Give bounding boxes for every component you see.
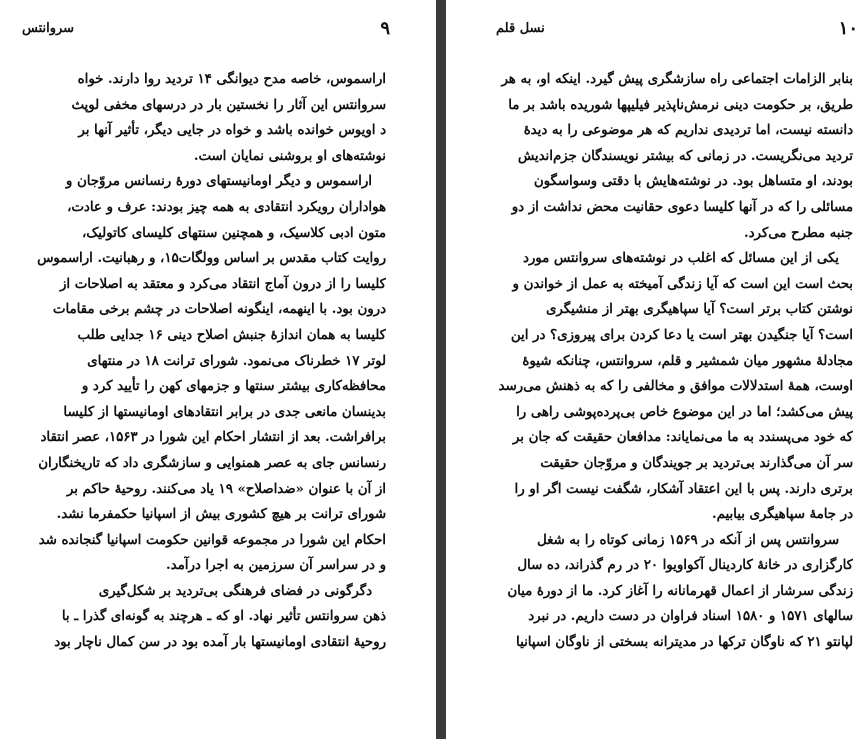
text-line: اوست، همهٔ استدلالات موافق و مخالفی را که به ذهنش می‌رسد	[498, 379, 853, 395]
text-line: د اویوس خوانده باشد و خواه در جایی دیگر، تأثیر آنها بر	[78, 123, 386, 139]
text-line: متون ادبی کلاسیک، و همچنین سنتهای کلیسای کاتولیک،	[81, 225, 386, 241]
text-line: کلیسا را از درون آماج انتقاد می‌کرد و معتقد به اصلاحات از	[59, 276, 386, 292]
text-line: هواداران رویکرد انتقادی به همه چیز بودند: عرف و عادت،	[67, 199, 386, 215]
text-line: از آن با عنوان «ضداصلاح» ۱۹ یاد می‌کنند. روحیهٔ حاکم بر	[66, 481, 386, 497]
text-line: سروانتس این آثار را نخستین بار در درسهای مخفی لوپث	[71, 97, 386, 113]
text-line: ذهن سروانتس تأثیر نهاد. او که ـ هرچند به گونه‌ای گذرا ـ با	[61, 609, 386, 625]
text-line: بدینسان مانعی جدی در برابر انتقادهای اومانیستها از کلیسا	[63, 404, 386, 420]
text-line: برافراشت. بعد از انتشار احکام این شورا در ۱۵۶۳، عصر انتقاد	[40, 430, 386, 446]
text-line: محافظه‌کاری بیشتر سنتها و جزمهای کهن را تأیید کرد و	[81, 379, 386, 395]
text-line: مجادلهٔ مشهور میان شمشیر و قلم، سروانتس، چنانکه شیوهٔ	[522, 353, 853, 369]
text-line: سروانتس پس از آنکه در ۱۵۶۹ زمانی کوتاه را به شغل	[537, 532, 839, 548]
text-line: اراسموس و دیگر اومانیستهای دورهٔ رنسانس مروّجان و	[65, 174, 372, 190]
left-page-body	[22, 67, 386, 656]
left-running-title: سروانتس	[22, 20, 75, 36]
text-line: پیش می‌کشد؛ اما در این موضوع خاص بی‌پرده‌پوشی راهی را	[516, 404, 853, 420]
text-line: احکام این شورا در مجموعه قوانین حکومت اسپانیا گنجانده شد	[38, 532, 386, 548]
right-page-header	[496, 14, 858, 42]
text-line: رنسانس جای به عصر همنوایی و سازشگری داد که تاریخنگاران	[38, 455, 386, 471]
text-line: برتری دارند. پس با این اعتقاد آشکار، شگفت نیست اگر او را	[514, 481, 853, 497]
text-line: کارگزاری در خانهٔ کاردینال آکواویوا ۲۰ در رم گذراند، ده سال	[517, 558, 853, 574]
book-gutter	[436, 0, 446, 739]
text-line: طریق، بر حکومت دینی نرمش‌ناپذیر فیلیپها شوریده باشد بر ما	[508, 97, 853, 113]
text-line: جنبه مطرح می‌کرد.	[743, 225, 853, 241]
text-line: و در سراسر آن سرزمین به اجرا درآمد.	[166, 558, 386, 574]
text-line: لوتر ۱۷ خطرناک می‌نمود. شورای ترانت ۱۸ در منتهای	[87, 353, 386, 369]
right-running-title: نسل قلم	[496, 20, 545, 36]
text-line: نوشته‌های او بروشنی نمایان است.	[193, 148, 386, 164]
text-line: که خود می‌پسندد به ما می‌نمایاند: مدافعان حقیقت که جان بر	[512, 430, 853, 446]
text-line: زندگی سرشار از اعمال قهرمانانه را آغاز کرد. ما از دورهٔ میان	[507, 583, 853, 599]
text-line: بحث است این است که آیا زندگی آمیخته به عمل از خواندن و	[512, 276, 853, 292]
text-line: بودند، او متساهل بود. در نوشته‌هایش با دقتی وسواسگون	[533, 174, 853, 190]
text-line: روحیهٔ انتقادی اومانیستها بار آمده بود در سن کمال ناچار بود	[54, 635, 386, 651]
text-line: سالهای ۱۵۷۱ و ۱۵۸۰ اسناد فراوان در دست داریم. در نبرد	[528, 609, 853, 625]
text-line: در جامهٔ سپاهیگری بیابیم.	[711, 507, 853, 523]
left-page-header	[22, 14, 390, 42]
text-line: سر آن می‌گذارند بی‌تردید بر جویندگان و مروّجان حقیقت	[540, 455, 853, 471]
right-page-body	[496, 67, 853, 656]
text-line: یکی از این مسائل که اغلب در نوشته‌های سروانتس مورد	[522, 251, 839, 267]
right-page	[446, 0, 868, 739]
text-line: روایت کتاب مقدس بر اساس وولگات۱۵، و رهبانیت. اراسموس	[37, 251, 386, 267]
text-line: کلیسا به همان اندازهٔ جنبش اصلاح دینی ۱۶ جدایی طلب	[77, 327, 386, 343]
text-line: شورای ترانت بر هیچ کشوری بیش از اسپانیا حکمفرما نشد.	[56, 507, 386, 523]
text-line: دانسته نیست، اما تردیدی نداریم که هر موضوعی را به دیدهٔ	[523, 123, 853, 139]
text-line: لپانتو ۲۱ که ناوگان ترکها در مدیترانه بسختی از ناوگان اسپانیا	[516, 635, 853, 651]
text-line: نوشتن کتاب برتر است؟ آیا سپاهیگری بهتر از منشیگری	[546, 302, 853, 318]
text-line: است؟ آیا جنگیدن بهتر است یا دعا کردن برای پیروزی؟ در این	[510, 327, 853, 343]
text-line: درون بود. با اینهمه، اینگونه اصلاحات در چشم برخی مقامات	[52, 302, 386, 318]
right-page-number: ۱۰	[838, 17, 858, 39]
left-page-number: ۹	[380, 17, 390, 39]
text-line: بنابر الزامات اجتماعی راه سازشگری پیش گیرد. اینکه او، به هر	[501, 72, 853, 87]
text-line: دگرگونی در فضای فرهنگی بی‌تردید بر شکل‌گیری	[98, 583, 372, 599]
text-line: مسائلی را که در آنها کلیسا دعوی حقانیت محض نداشت از دو	[511, 199, 853, 215]
text-line: تردید می‌نگریست. در زمانی که بیشتر نویسندگان جزم‌اندیش	[517, 148, 853, 164]
text-line: اراسموس، خاصه مدح دیوانگی ۱۴ تردید روا دارند. خواه	[77, 72, 386, 87]
